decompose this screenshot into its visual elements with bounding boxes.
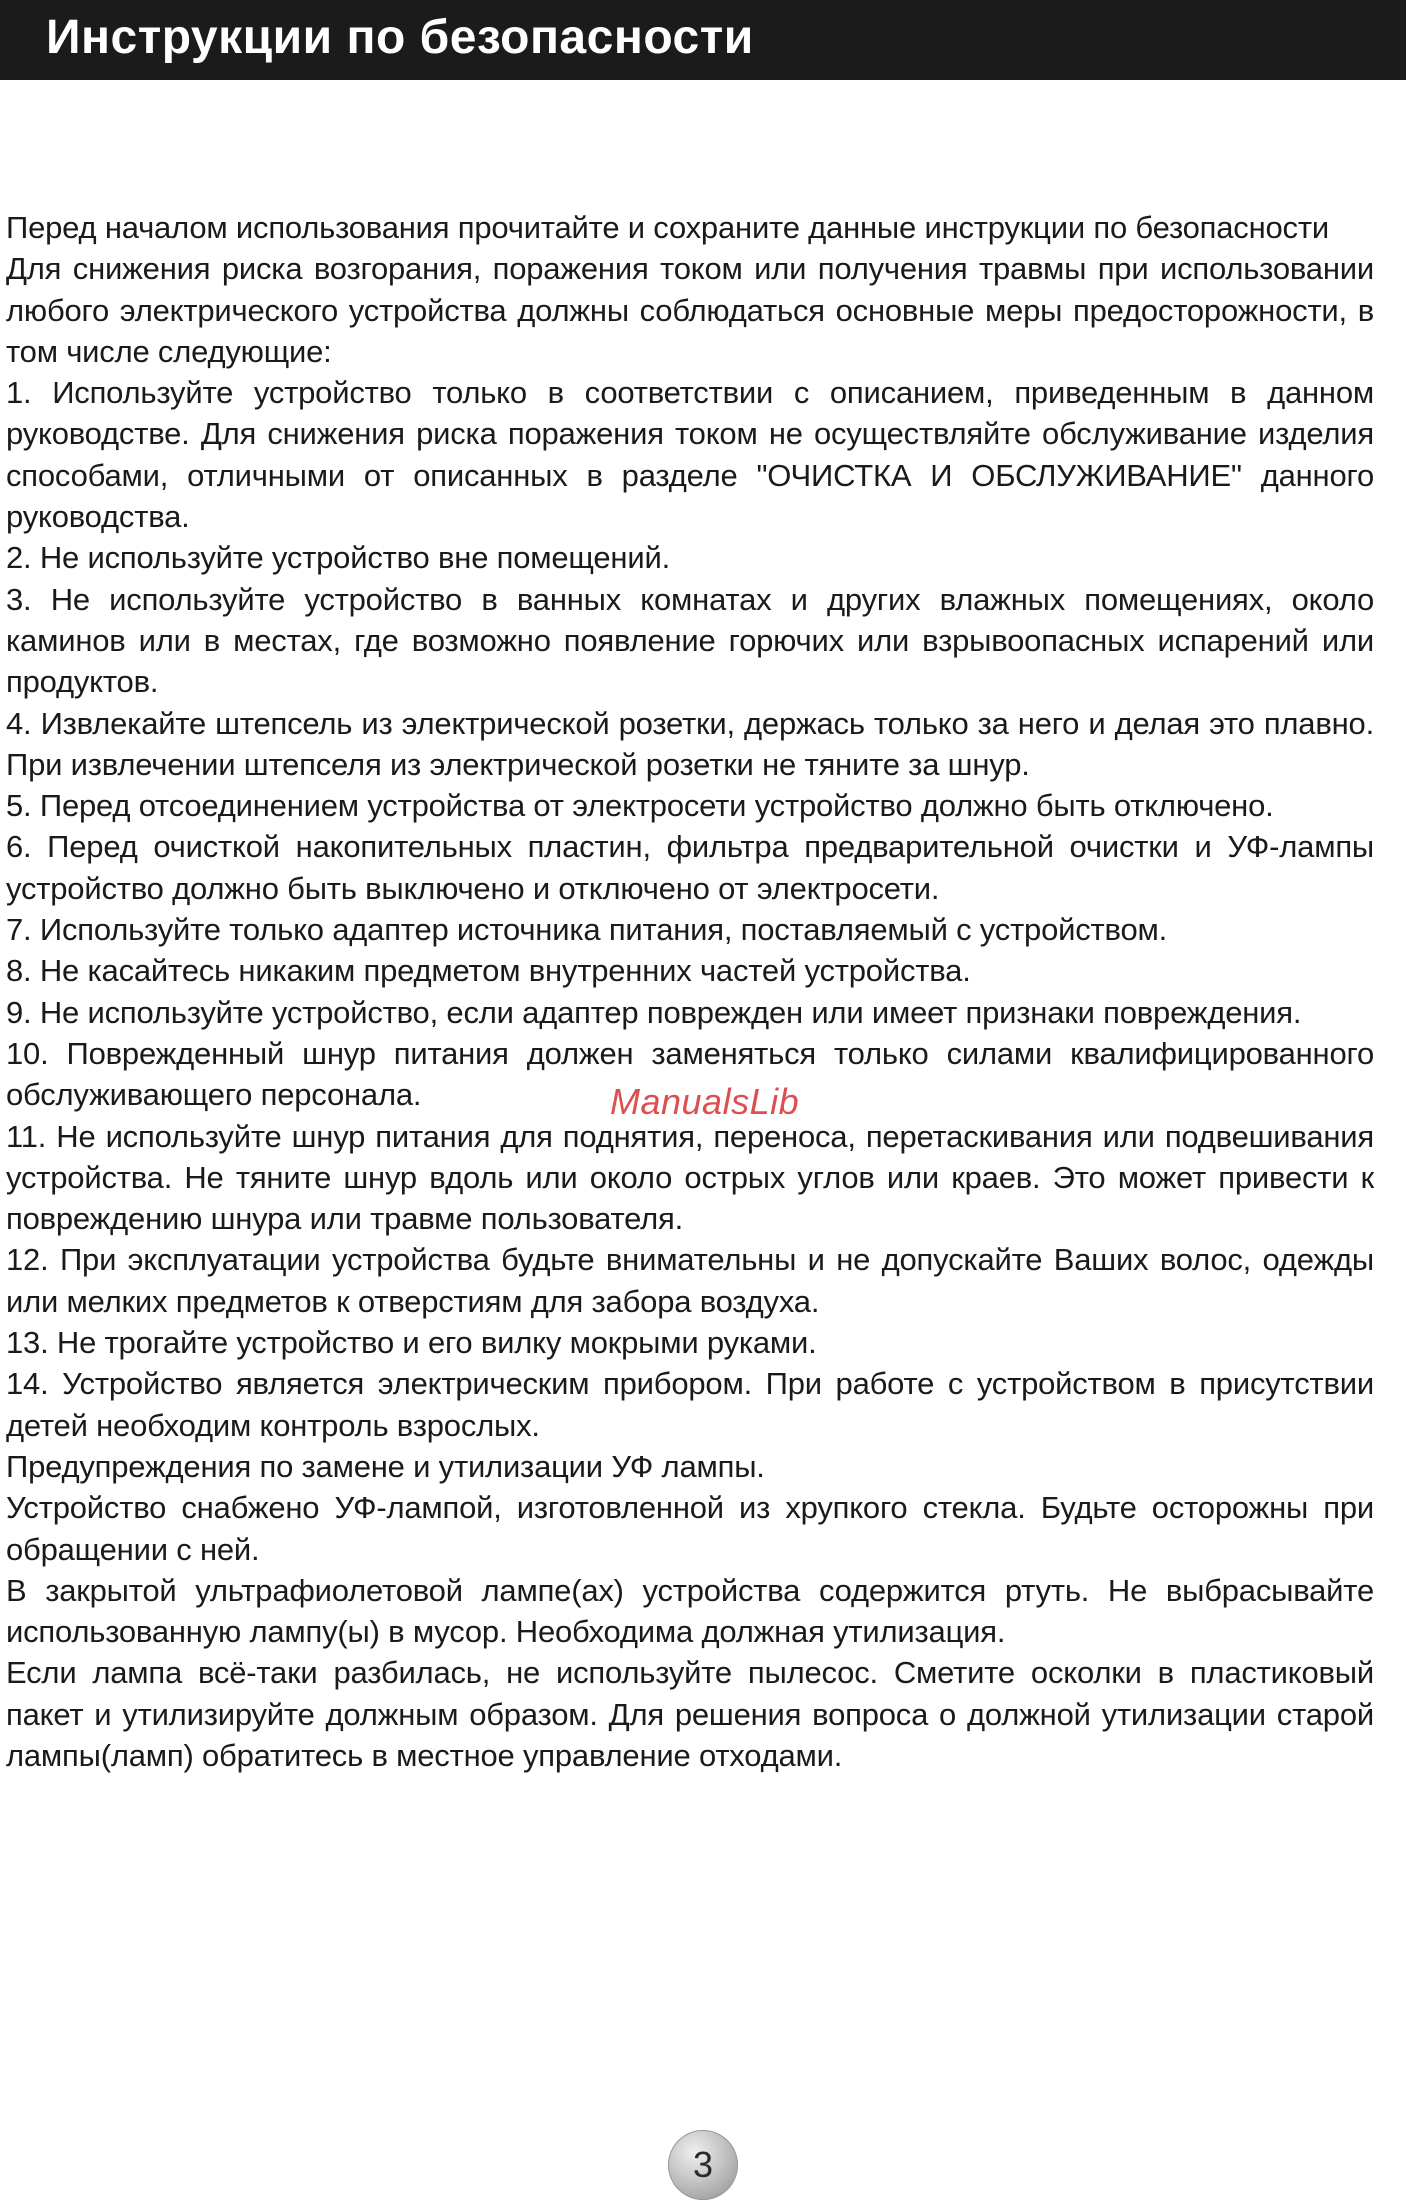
instruction-item: 5. Перед отсоединением устройства от электросети устройство должно быть отключено.: [6, 788, 1274, 824]
instruction-item: 14. Устройство является электрическим прибором. При работе с устройством в присутствии детей необходим контроль взрослых.: [6, 1366, 1374, 1443]
instruction-item: 2. Не используйте устройство вне помещений.: [6, 540, 671, 576]
intro-paragraph: Перед началом использования прочитайте и сохраните данные инструкции по безопасности: [6, 210, 1329, 245]
instruction-item: 11. Не используйте шнур питания для поднятия, переноса, перетаскивания или подвешивания устройства. Не тяните шнур вдоль или около острых углов или краев. Это может привести к повреждению шнура или травме пользователя.: [6, 1118, 1374, 1237]
page-number: 3: [692, 2144, 714, 2185]
instruction-item: 12. При эксплуатации устройства будьте внимательны и не допускайте Ваших волос, одежды или мелких предметов к отверстиям для забора воздуха.: [6, 1242, 1374, 1319]
instruction-item: 8. Не касайтесь никаким предметом внутренних частей устройства.: [6, 953, 971, 989]
uv-lamp-paragraph: В закрытой ультрафиолетовой лампе(ах) устройства содержится ртуть. Не выбрасывайте использованную лампу(ы) в мусор. Необходима должная утилизация.: [6, 1572, 1374, 1650]
watermark-logo: ManualsLib: [610, 1081, 800, 1122]
instruction-item: 13. Не трогайте устройство и его вилку мокрыми руками.: [6, 1325, 817, 1361]
page-title: Инструкции по безопасности: [46, 11, 754, 64]
instruction-item: 1. Используйте устройство только в соответствии с описанием, приведенным в данном руководстве. Для снижения риска поражения током не осуществляйте обслуживание изделия способами, отличными от описанных в разделе "ОЧИСТКА И ОБСЛУЖИВАНИЕ" данного руководства.: [6, 375, 1374, 535]
page-number-badge: [668, 2130, 738, 2200]
header-bar: [0, 0, 1406, 80]
instruction-item: 6. Перед очисткой накопительных пластин, фильтра предварительной очистки и УФ-лампы устройство должно быть выключено и отключено от электросети.: [6, 829, 1374, 906]
uv-lamp-paragraph: Если лампа всё-таки разбилась, не используйте пылесос. Сметите осколки в пластиковый пакет и утилизируйте должным образом. Для решения вопроса о должной утилизации старой лампы(ламп) обратитесь в местное управление отходами.: [6, 1655, 1374, 1773]
instructions-text: [6, 207, 1374, 1776]
instruction-item: 9. Не используйте устройство, если адаптер поврежден или имеет признаки повреждения.: [6, 994, 1302, 1030]
instruction-item: 7. Используйте только адаптер источника питания, поставляемый с устройством.: [6, 912, 1168, 948]
intro-paragraph: Для снижения риска возгорания, поражения током или получения травмы при использовании любого электрического устройства должны соблюдаться основные меры предосторожности, в том числе следующие:: [6, 251, 1374, 369]
uv-lamp-paragraph: Устройство снабжено УФ-лампой, изготовленной из хрупкого стекла. Будьте осторожны при обращении с ней.: [6, 1490, 1374, 1567]
uv-lamp-heading: Предупреждения по замене и утилизации УФ лампы.: [6, 1448, 765, 1484]
instruction-item: 3. Не используйте устройство в ванных комнатах и других влажных помещениях, около каминов или в местах, где возможно появление горючих или взрывоопасных испарений или продуктов.: [6, 581, 1374, 700]
instruction-item: 10. Поврежденный шнур питания должен заменяться только силами квалифицированного обслуживающего персонала.: [6, 1035, 1374, 1113]
instruction-item: 4. Извлекайте штепсель из электрической розетки, держась только за него и делая это плавно. При извлечении штепселя из электрической розетки не тяните за шнур.: [6, 705, 1374, 782]
